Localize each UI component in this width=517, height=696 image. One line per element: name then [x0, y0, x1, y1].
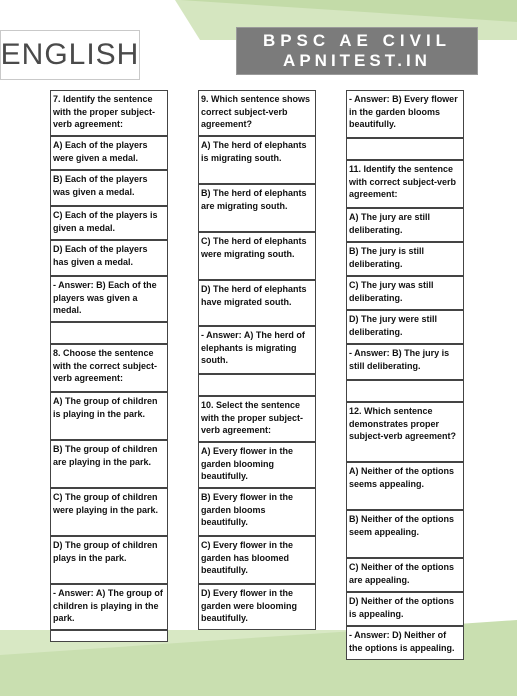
blank-cell	[50, 322, 168, 344]
brand-title: BPSC AE CIVIL	[262, 31, 452, 50]
option-cell: C) Every flower in the garden has bloomed beautifully.	[198, 536, 316, 584]
option-cell: B) The herd of elephants are migrating south.	[198, 184, 316, 232]
brand-website: APNITEST.IN	[283, 51, 431, 70]
blank-cell	[346, 138, 464, 160]
blank-cell	[198, 374, 316, 396]
question-cell: 9. Which sentence shows correct subject-verb agreement?	[198, 90, 316, 136]
subject-title: ENGLISH	[0, 30, 140, 80]
option-cell: B) The group of children are playing in the park.	[50, 440, 168, 488]
option-cell: C) The group of children were playing in the park.	[50, 488, 168, 536]
option-cell: A) Each of the players were given a medal.	[50, 136, 168, 170]
option-cell: A) The jury are still deliberating.	[346, 208, 464, 242]
option-cell: C) The herd of elephants were migrating south.	[198, 232, 316, 280]
option-cell: A) The herd of elephants is migrating south.	[198, 136, 316, 184]
question-cell: 8. Choose the sentence with the correct subject-verb agreement:	[50, 344, 168, 392]
question-cell: 7. Identify the sentence with the proper subject-verb agreement:	[50, 90, 168, 136]
option-cell: B) Every flower in the garden blooms beautifully.	[198, 488, 316, 536]
answer-cell: - Answer: B) Every flower in the garden blooms beautifully.	[346, 90, 464, 138]
option-cell: B) Each of the players was given a medal.	[50, 170, 168, 206]
option-cell: D) Every flower in the garden were blooming beautifully.	[198, 584, 316, 630]
option-cell: A) The group of children is playing in the park.	[50, 392, 168, 440]
brand-banner	[236, 27, 478, 75]
blank-cell	[346, 380, 464, 402]
option-cell: C) The jury was still deliberating.	[346, 276, 464, 310]
option-cell: C) Each of the players is given a medal.	[50, 206, 168, 240]
answer-cell: - Answer: A) The group of children is playing in the park.	[50, 584, 168, 630]
option-cell: A) Neither of the options seems appealing.	[346, 462, 464, 510]
option-cell: D) The herd of elephants have migrated south.	[198, 280, 316, 326]
option-cell: D) The group of children plays in the park.	[50, 536, 168, 584]
answer-cell: - Answer: D) Neither of the options is appealing.	[346, 626, 464, 660]
question-cell: 10. Select the sentence with the proper subject-verb agreement:	[198, 396, 316, 442]
option-cell: B) The jury is still deliberating.	[346, 242, 464, 276]
answer-cell: - Answer: B) The jury is still deliberating.	[346, 344, 464, 380]
option-cell: A) Every flower in the garden blooming beautifully.	[198, 442, 316, 488]
answer-cell: - Answer: A) The herd of elephants is migrating south.	[198, 326, 316, 374]
option-cell: D) Neither of the options is appealing.	[346, 592, 464, 626]
question-cell: 12. Which sentence demonstrates proper subject-verb agreement?	[346, 402, 464, 462]
option-cell: D) Each of the players has given a medal.	[50, 240, 168, 276]
option-cell: C) Neither of the options are appealing.	[346, 558, 464, 592]
question-cell: 11. Identify the sentence with correct subject-verb agreement:	[346, 160, 464, 208]
answer-cell: - Answer: B) Each of the players was given a medal.	[50, 276, 168, 322]
option-cell: D) The jury were still deliberating.	[346, 310, 464, 344]
option-cell: B) Neither of the options seem appealing.	[346, 510, 464, 558]
blank-cell	[50, 630, 168, 642]
